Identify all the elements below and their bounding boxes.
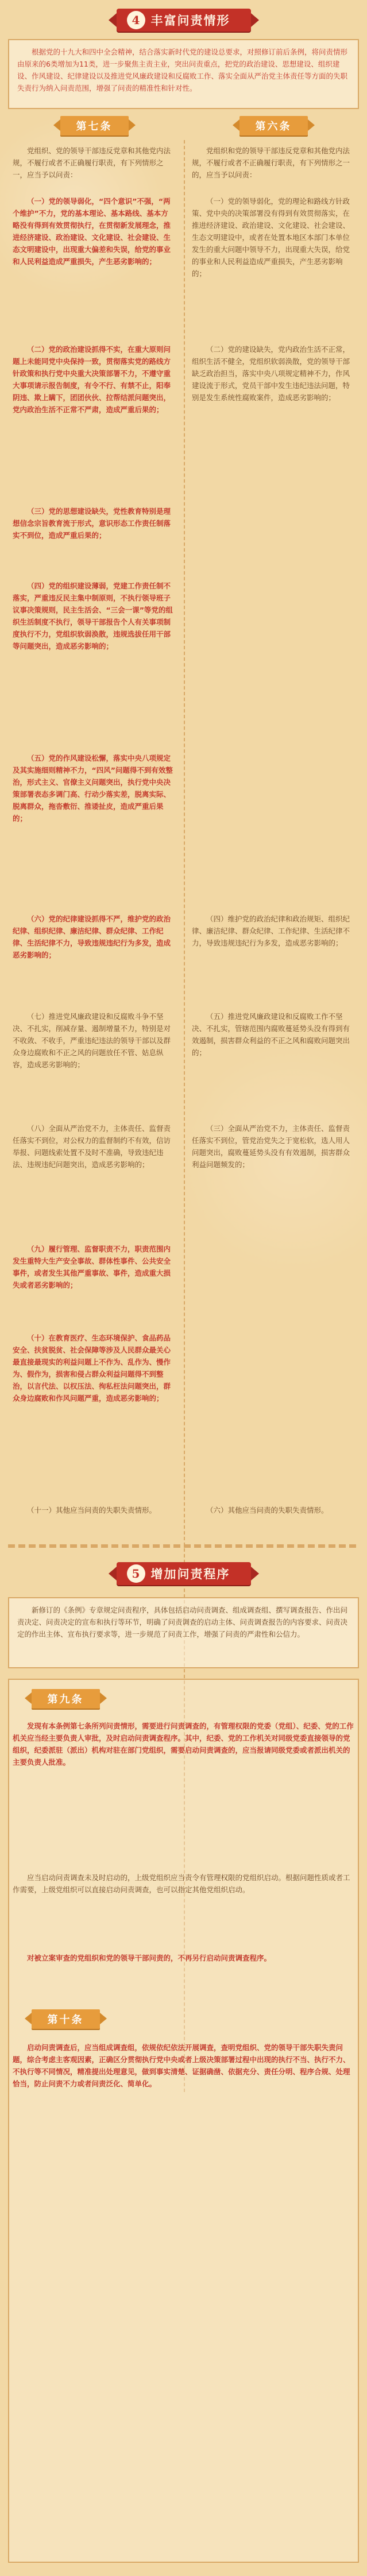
section-divider-bar [8, 1544, 359, 1548]
old-item-6: （六）其他应当问责的失职失责情形。 [206, 1506, 329, 1514]
old-item-2: （二）党的建设缺失，党内政治生活不正常，组织生活不健全，党组织软弱涣散，党的领导干部缺乏政治担当，落实中央八项规定精神不力，作风建设流于形式，党员干部中发生违纪违法问题，特别是发生系统性腐败案件，造成恶劣影响的； [192, 345, 350, 402]
section5-number: 5 [127, 1564, 145, 1583]
section4-ribbon [117, 9, 251, 32]
section5-article2-label: 第十条 [32, 2009, 100, 2029]
new-item-10: （十）在教育医疗、生态环境保护、食品药品安全、扶贫脱贫、社会保障等涉及人民群众最关心最直接最现实的利益问题上不作为、乱作为、慢作为、假作为，损害和侵占群众利益问题得不到整治，以言代法、以权压法、徇私枉法问题突出，群众身边腐败和作风问题严重，造成恶劣影响的； [13, 1334, 171, 1403]
new-item-5: （五）党的作风建设松懈，落实中央八项规定及其实施细则精神不力，“四风”问题得不到有效整治，形式主义、官僚主义问题突出，执行党中央决策部署表态多调门高、行动少落实差，脱离实际、脱离群众，拖沓敷衍、推诿扯皮，造成严重后果的； [13, 754, 173, 823]
section5-article-box [8, 1679, 359, 2563]
section5-article2-text: 启动问责调查后，应当组成调查组，依规依纪依法开展调查，查明党组织、党的领导干部失职失责问题，综合考虑主客观因素，正确区分贯彻执行党中央或者上级决策部署过程中出现的执行不当、执行不力、不执行等不同情况，精准提出处理意见，做到事实清楚、证据确凿、依据充分、责任分明、程序合规、处理恰当，防止问责不力或者问责泛化、简单化。 [13, 2043, 350, 2088]
section5-article-text2: 应当启动问责调查未及时启动的，上级党组织应当责令有管理权限的党组织启动。根据问题性质或者工作需要，上级党组织可以直接启动问责调查，也可以指定其他党组织启动。 [13, 1873, 350, 1894]
new-item-3: （三）党的思想建设缺失，党性教育特别是理想信念宗旨教育流于形式，意识形态工作责任制落实不到位，造成严重后果的； [13, 507, 171, 540]
new-item-1: （一）党的领导弱化，“四个意识”不强，“两个维护”不力，党的基本理论、基本路线、基本方略没有得到有效贯彻执行，在贯彻新发展理念，推进经济建设、政治建设、文化建设、社会建设、生态文明建设中，出现重大偏差和失误，给党的事业和人民利益造成严重损失，产生恶劣影响的； [13, 197, 171, 266]
section4-header [0, 3, 367, 37]
new-item-7: （七）推进党风廉政建设和反腐败斗争不坚决、不扎实，削减存量、遏制增量不力，特别是对不收敛、不收手，严重违纪违法的领导干部以及群众身边腐败和不正之风的问题放任不管、姑息纵容，造成恶劣影响的； [13, 1012, 171, 1069]
new-item-6: （六）党的纪律建设抓得不严，维护党的政治纪律、组织纪律、廉洁纪律、群众纪律、工作纪律、生活纪律不力，导致违规违纪行为多发，造成恶劣影响的； [13, 915, 171, 959]
new-item-11: （十一）其他应当问责的失职失责情形。 [27, 1506, 157, 1514]
new-item-4: （四）党的组织建设薄弱，党建工作责任制不落实，严重违反民主集中制原则，不执行领导班子议事决策规则，民主生活会、“三会一课”等党的组织生活制度不执行，领导干部报告个人有关事项制度执行不力，党组织软弱涣散，违规选拔任用干部等问题突出，造成恶劣影响的； [13, 582, 173, 650]
section5-article2-label-wrap [8, 2009, 123, 2029]
section4-number: 4 [127, 11, 145, 29]
section5-article-text: 发现有本条例第七条所列问责情形，需要进行问责调查的，有管理权限的党委（党组）、纪委、党的工作机关应当经主要负责人审批，及时启动问责调查程序。其中，纪委、党的工作机关对同级党委直接领导的党组织，纪委派驻（派出）机构对驻在部门党组织，需要启动问责调查的，应当报请同级党委或者派出机关的主要负责人批准。 [13, 1722, 354, 1767]
section5-intro: 新修订的《条例》专章规定问责程序，具体包括启动问责调查、组成调查组、撰写调查报告、作出问责决定、问责决定的宣布和执行等环节，明确了问责调查的启动主体、问责调查报告的内容要求、问责决定的作出主体、宣布执行要求等，进一步规范了问责工作，增强了问责的严肃性和公信力。 [8, 1597, 359, 1668]
new-article-label-wrap [8, 116, 180, 135]
old-article-label: 第六条 [239, 116, 308, 135]
section5-article-label-wrap [8, 1689, 123, 1709]
new-article-intro: 党组织、党的领导干部违反党章和其他党内法规，不履行或者不正确履行职责，有下列情形之一，应当予以问责： [13, 146, 171, 179]
section5-ribbon [117, 1562, 251, 1585]
section5-title: 增加问责程序 [150, 1567, 230, 1581]
old-item-3: （三）全面从严治党不力，主体责任、监督责任落实不到位，管党治党失之于宽松软，选人用人问题突出，腐败蔓延势头没有有效遏制，损害群众利益问题频发的； [192, 1124, 350, 1169]
section5-article-label: 第九条 [32, 1689, 100, 1709]
new-item-2: （二）党的政治建设抓得不实，在重大原则问题上未能同党中央保持一致，贯彻落实党的路线方针政策和执行党中央重大决策部署不力，不遵守重大事项请示报告制度，有令不行、有禁不止，阳奉阴违、欺上瞒下，团团伙伙、拉帮结派问题突出，党内政治生活不正常不严肃，造成严重后果的； [13, 345, 171, 414]
section5-article-text3: 对被立案审查的党组织和党的领导干部问责的，不再另行启动问责调查程序。 [27, 1954, 272, 1962]
section4-title: 丰富问责情形 [150, 13, 230, 28]
section5-header [0, 1557, 367, 1590]
new-article-label: 第七条 [60, 116, 129, 135]
old-item-1: （一）党的领导弱化，党的理论和路线方针政策、党中央的决策部署没有得到有效贯彻落实，在推进经济建设、政治建设、文化建设、社会建设、生态文明建设中，或者在处置本地区本部门本单位发生的重大问题中领导不力，出现重大失误，给党的事业和人民利益造成严重损失，产生恶劣影响的； [192, 197, 350, 278]
new-item-8: （八）全面从严治党不力，主体责任、监督责任落实不到位，对公权力的监督制约不有效，信访举报、问题线索处置不及时不准确，导致违纪违法、违规违纪问题突出，造成恶劣影响的； [13, 1124, 171, 1169]
section4-intro: 根据党的十九大和四中全会精神，结合落实新时代党的建设总要求，对照修订前后条例，将问责情形由原来的6类增加为11类，进一步聚焦主责主业，突出问责重点，把党的政治建设、思想建设、组织建设、作风建设、纪律建设以及推进党风廉政建设和反腐败工作、落实全面从严治党主体责任等方面的失职失责行为纳入问责范围，增强了问责的精准性和针对性。 [8, 39, 359, 109]
old-item-5: （五）推进党风廉政建设和反腐败工作不坚决、不扎实，管辖范围内腐败蔓延势头没有得到有效遏制，损害群众利益的不正之风和腐败问题突出的； [192, 1012, 350, 1057]
old-article-intro: 党组织和党的领导干部违反党章和其他党内法规，不履行或者不正确履行职责，有下列情形之一的，应当予以问责： [192, 146, 350, 179]
new-item-9: （九）履行管理、监督职责不力，职责范围内发生重特大生产安全事故、群体性事件、公共安全事件，或者发生其他严重事故、事件，造成重大损失或者恶劣影响的； [13, 1245, 171, 1289]
old-item-4: （四）维护党的政治纪律和政治规矩、组织纪律、廉洁纪律、群众纪律、工作纪律、生活纪律不力，导致违规违纪行为多发，造成恶劣影响的； [192, 915, 350, 947]
old-article-label-wrap [187, 116, 360, 135]
